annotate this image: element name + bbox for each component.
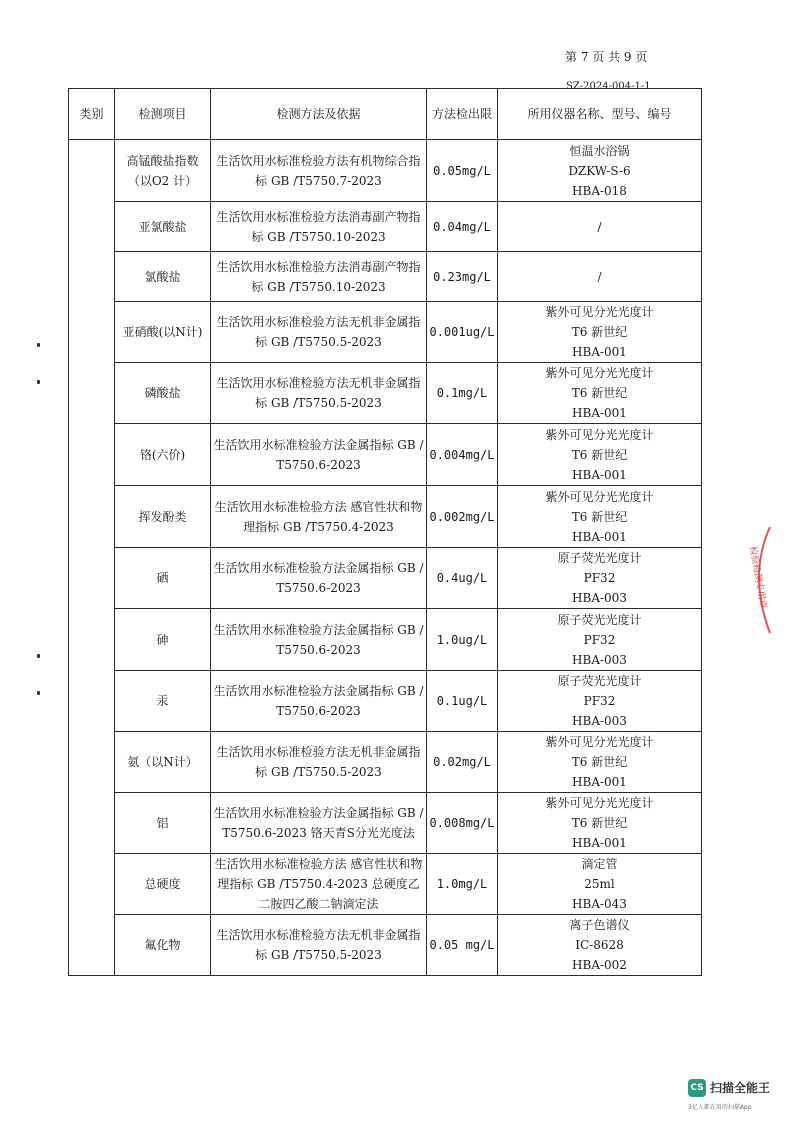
instrument-line: HBA-002 [572, 958, 627, 972]
instrument-line: T6 新世纪 [571, 447, 628, 462]
instrument-line: 紫外可见分光光度计 [545, 489, 654, 504]
instrument-line: 恒温水浴锅 [569, 143, 630, 158]
instrument-cell [498, 140, 702, 202]
detection-limit-cell: 0.04mg/L [427, 202, 498, 252]
detection-limit-cell: 0.001ug/L [427, 302, 498, 363]
table-row [69, 202, 702, 252]
instrument-cell [498, 671, 702, 732]
instrument-line: 滴定管 [581, 857, 618, 871]
detection-limit-cell: 0.002mg/L [427, 486, 498, 548]
scan-mark [37, 691, 40, 695]
instrument-cell [498, 202, 702, 252]
col-instrument-header: 所用仪器名称、型号、编号 [498, 89, 702, 140]
col-category-header: 类别 [69, 89, 115, 140]
detection-limit-cell: 0.02mg/L [427, 732, 498, 793]
detection-limit-cell: 0.008mg/L [427, 793, 498, 854]
detection-limit-cell: 1.0ug/L [427, 609, 498, 671]
instrument-line: T6 新世纪 [571, 755, 628, 769]
instrument-line: IC-8628 [575, 938, 624, 952]
instrument-line: / [597, 219, 602, 234]
test-item-cell: 挥发酚类 [115, 486, 211, 548]
detection-limit-cell: 1.0mg/L [427, 854, 498, 915]
detection-limit-cell: 0.1mg/L [427, 363, 498, 424]
scan-mark [37, 380, 40, 384]
method-cell: 生活饮用水标准检验方法无机非金属指标 GB /T5750.5-2023 [211, 363, 427, 424]
instrument-line: 离子色谱仪 [569, 918, 630, 932]
instrument-line: HBA-001 [572, 775, 627, 789]
table-header-row [69, 89, 702, 140]
col-item-header: 检测项目 [115, 89, 211, 140]
test-item-cell: 磷酸盐 [115, 363, 211, 424]
method-cell: 生活饮用水标准检验方法无机非金属指标 GB /T5750.5-2023 [211, 732, 427, 793]
instrument-line: HBA-001 [572, 467, 627, 482]
method-cell: 生活饮用水标准检验方法 感官性状和物理指标 GB /T5750.4-2023 总硬度乙二胺四乙酸二钠滴定法 [211, 854, 427, 915]
instrument-cell [498, 732, 702, 793]
test-item-cell: 铝 [115, 793, 211, 854]
instrument-cell [498, 915, 702, 976]
instrument-cell [498, 302, 702, 363]
scanner-watermark [688, 1077, 788, 1117]
instrument-line: HBA-001 [572, 345, 627, 359]
table-row [69, 609, 702, 671]
test-item-cell: 总硬度 [115, 854, 211, 915]
instrument-line: HBA-001 [572, 836, 627, 850]
detection-limit-cell: 0.05 mg/L [427, 915, 498, 976]
method-cell: 生活饮用水标准检验方法 感官性状和物理指标 GB /T5750.4-2023 [211, 486, 427, 548]
test-item-cell: 亚氯酸盐 [115, 202, 211, 252]
instrument-line: HBA-003 [572, 714, 627, 728]
instrument-cell [498, 486, 702, 548]
instrument-line: 紫外可见分光光度计 [545, 305, 654, 319]
test-item-cell: 氟化物 [115, 915, 211, 976]
instrument-cell [498, 363, 702, 424]
test-item-cell: 汞 [115, 671, 211, 732]
instrument-line: 紫外可见分光光度计 [545, 427, 654, 442]
detection-limit-cell: 0.23mg/L [427, 252, 498, 302]
detection-limit-cell: 0.05mg/L [427, 140, 498, 202]
instrument-line: HBA-003 [572, 591, 627, 605]
instrument-line: PF32 [583, 571, 616, 585]
scan-mark [37, 654, 40, 658]
table-row [69, 140, 702, 202]
category-cell [69, 140, 115, 976]
instrument-line: PF32 [583, 632, 616, 647]
instrument-line: HBA-001 [572, 406, 627, 420]
instrument-cell [498, 252, 702, 302]
instrument-line: T6 新世纪 [571, 325, 628, 339]
instrument-line: 紫外可见分光光度计 [545, 735, 654, 749]
instrument-line: 紫外可见分光光度计 [545, 366, 654, 380]
table-row [69, 854, 702, 915]
instrument-cell [498, 854, 702, 915]
detection-limit-cell: 0.004mg/L [427, 424, 498, 486]
instrument-line: 25ml [584, 877, 615, 891]
col-method-header: 检测方法及依据 [211, 89, 427, 140]
page-number: 第 7 页 共 9 页 [565, 50, 648, 64]
test-item-cell: 高锰酸盐指数（以O2 计） [115, 140, 211, 202]
test-item-cell: 氯酸盐 [115, 252, 211, 302]
instrument-cell [498, 609, 702, 671]
method-cell: 生活饮用水标准检验方法无机非金属指标 GB /T5750.5-2023 [211, 302, 427, 363]
instrument-line: 原子荧光光度计 [557, 612, 642, 627]
table-row [69, 424, 702, 486]
seal-text: 检验检测专用章 [747, 545, 768, 610]
instrument-line: T6 新世纪 [571, 509, 628, 524]
instrument-cell [498, 793, 702, 854]
test-item-cell: 铬(六价) [115, 424, 211, 486]
instrument-line: HBA-018 [572, 183, 627, 198]
method-cell: 生活饮用水标准检验方法金属指标 GB /T5750.6-2023 [211, 609, 427, 671]
table-row [69, 252, 702, 302]
instrument-line: 原子荧光光度计 [557, 674, 642, 688]
instrument-line: HBA-001 [572, 529, 627, 544]
method-cell: 生活饮用水标准检验方法消毒副产物指标 GB /T5750.10-2023 [211, 252, 427, 302]
method-cell: 生活饮用水标准检验方法金属指标 GB /T5750.6-2023 铬天青S分光光度法 [211, 793, 427, 854]
table-row [69, 793, 702, 854]
table-row [69, 363, 702, 424]
scanner-app-name: 扫描全能王 [710, 1081, 771, 1095]
table-row [69, 732, 702, 793]
scanner-tagline: 3亿人都在用的扫描App [688, 1104, 752, 1111]
table-row [69, 486, 702, 548]
instrument-line: HBA-003 [572, 652, 627, 667]
instrument-line: DZKW-S-6 [568, 163, 631, 178]
col-limit-header: 方法检出限 [427, 89, 498, 140]
method-cell: 生活饮用水标准检验方法金属指标 GB /T5750.6-2023 [211, 548, 427, 609]
instrument-line: 紫外可见分光光度计 [545, 796, 654, 810]
instrument-line: T6 新世纪 [571, 386, 628, 400]
test-item-cell: 砷 [115, 609, 211, 671]
scan-mark [37, 343, 40, 347]
instrument-line: / [597, 269, 602, 284]
test-item-cell: 氨（以N计） [115, 732, 211, 793]
test-item-cell: 硒 [115, 548, 211, 609]
table-row [69, 671, 702, 732]
method-cell: 生活饮用水标准检验方法金属指标 GB /T5750.6-2023 [211, 671, 427, 732]
test-item-cell: 亚硝酸(以N计) [115, 302, 211, 363]
instrument-line: HBA-043 [572, 897, 627, 911]
detection-limit-cell: 0.4ug/L [427, 548, 498, 609]
camscanner-icon: CS [688, 1079, 706, 1097]
method-cell: 生活饮用水标准检验方法有机物综合指标 GB /T5750.7-2023 [211, 140, 427, 202]
table-row [69, 915, 702, 976]
instrument-line: PF32 [583, 694, 616, 708]
table-row [69, 302, 702, 363]
method-cell: 生活饮用水标准检验方法消毒副产物指标 GB /T5750.10-2023 [211, 202, 427, 252]
document-code: SZ-2024-004-1-1 [566, 81, 651, 92]
detection-limit-cell: 0.1ug/L [427, 671, 498, 732]
instrument-line: T6 新世纪 [571, 816, 628, 830]
method-cell: 生活饮用水标准检验方法金属指标 GB /T5750.6-2023 [211, 424, 427, 486]
instrument-cell [498, 548, 702, 609]
table-row [69, 548, 702, 609]
instrument-line: 原子荧光光度计 [557, 551, 642, 565]
red-seal-fragment [742, 525, 772, 635]
method-cell: 生活饮用水标准检验方法无机非金属指标 GB /T5750.5-2023 [211, 915, 427, 976]
test-method-table [68, 88, 702, 976]
instrument-cell [498, 424, 702, 486]
